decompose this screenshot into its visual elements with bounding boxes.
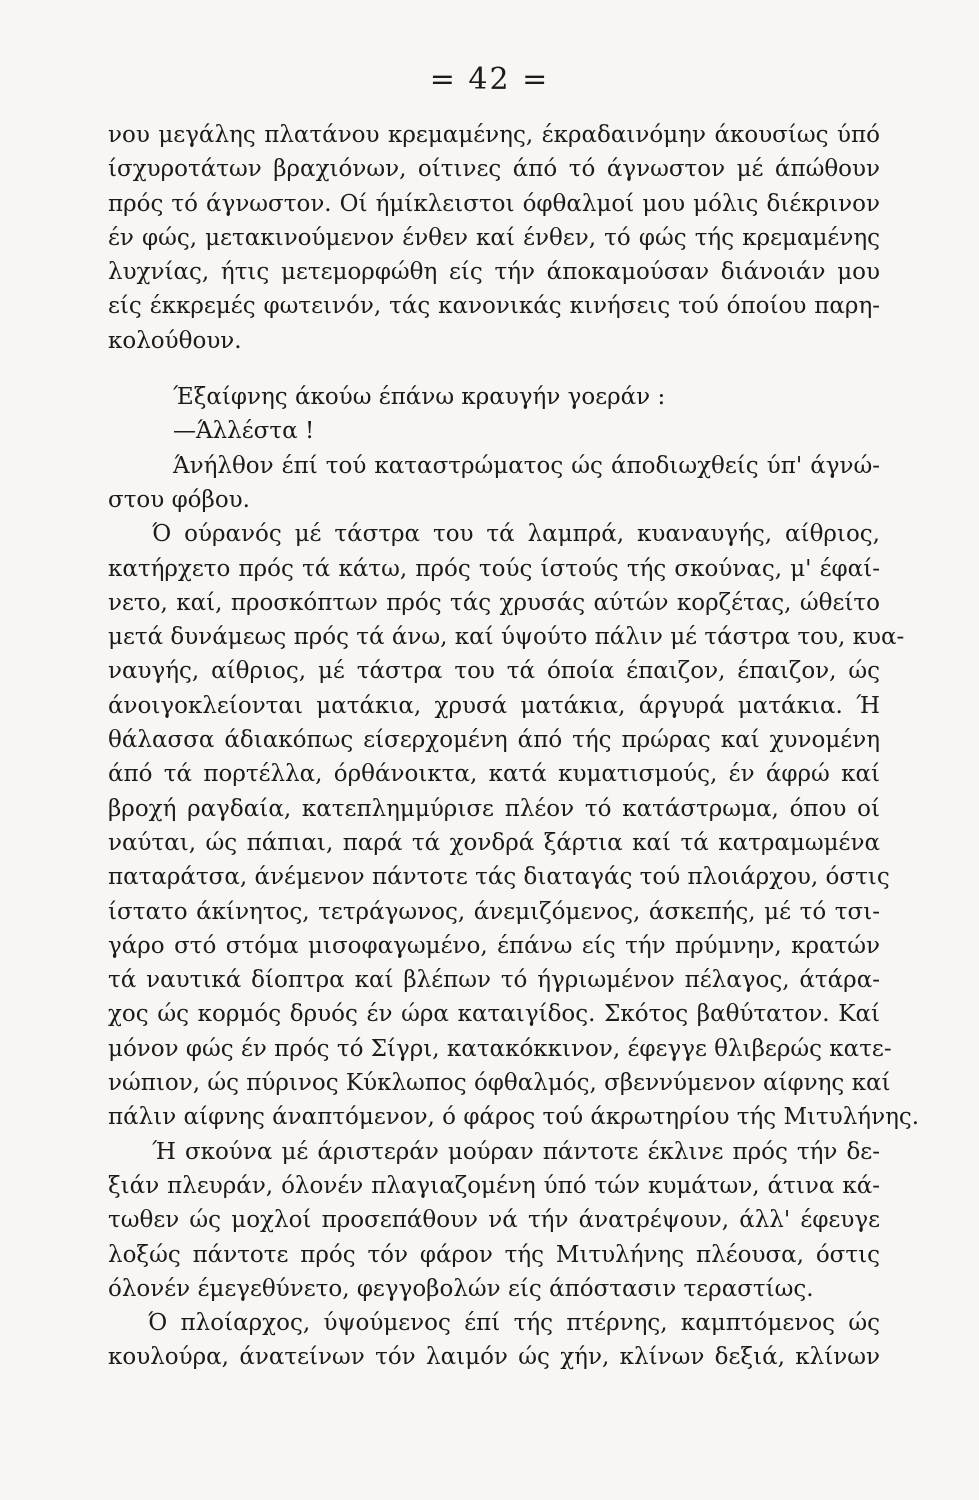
text-line: βροχή ραγδαία, κατεπλημμύρισε πλέον τό κατάστρωμα, όπου οί [108, 795, 880, 822]
text-line: είς έκκρεμές φωτεινόν, τάς κανονικάς κινήσεις τού όποίου παρη- [108, 293, 880, 320]
text-line: κουλούρα, άνατείνων τόν λαιμόν ώς χήν, κλίνων δεξιά, κλίνων [108, 1344, 880, 1371]
body-text [108, 118, 920, 1375]
text-line: ξιάν πλευράν, όλονέν πλαγιαζομένη ύπό τών κυμάτων, άτινα κά- [108, 1172, 880, 1199]
text-line: έν φώς, μετακινούμενον ένθεν καί ένθεν, τό φώς τής κρεμαμένης [108, 224, 880, 251]
text-line: ναυγής, αίθριος, μέ τάστρα του τά όποία έπαιζον, έπαιζον, ώς [108, 658, 880, 685]
text-line: στου φόβου. [108, 486, 250, 513]
dialogue-line: —Άλλέστα ! [173, 418, 315, 445]
text-line: ναύται, ώς πάπιαι, παρά τά χονδρά ξάρτια καί τά κατραμωμένα [108, 829, 880, 856]
text-line: ίστατο άκίνητος, τετράγωνος, άνεμιζόμενος, άσκεπής, μέ τό τσι- [108, 898, 880, 925]
text-line: μόνον φώς έν πρός τό Σίγρι, κατακόκκινον, έφεγγε θλιβερώς κατε- [108, 1035, 892, 1062]
text-line: Έξαίφνης άκούω έπάνω κραυγήν γοεράν : [173, 384, 666, 411]
text-line: Ό πλοίαρχος, ύψούμενος έπί τής πτέρνης, καμπτόμενος ώς [148, 1310, 880, 1337]
text-line: λοξώς πάντοτε πρός τόν φάρον τής Μιτυλήνης πλέουσα, όστις [108, 1241, 880, 1268]
text-line: γάρο στό στόμα μισοφαγωμένο, έπάνω είς τήν πρύμνην, κρατών [108, 932, 880, 959]
text-line: θάλασσα άδιακόπως είσερχομένη άπό τής πρώρας καί χυνομένη [108, 727, 880, 754]
page-number: = 42 = [429, 62, 550, 97]
text-line: άπό τά πορτέλλα, όρθάνοικτα, κατά κυματισμούς, έν άφρώ καί [108, 761, 880, 788]
text-line: παταράτσα, άνέμενον πάντοτε τάς διαταγάς τού πλοιάρχου, όστις [108, 864, 890, 891]
text-line: πρός τό άγνωστον. Οί ήμίκλειστοι όφθαλμοί μου μόλις διέκρινον [108, 190, 880, 217]
text-line: λυχνίας, ήτις μετεμορφώθη είς τήν άποκαμούσαν διάνοιάν μου [108, 259, 880, 286]
text-line: νώπιον, ώς πύρινος Κύκλωπος όφθαλμός, σβεννύμενον αίφνης καί [108, 1070, 891, 1097]
text-line: Ή σκούνα μέ άριστεράν μούραν πάντοτε έκλινε πρός τήν δε- [152, 1138, 880, 1165]
text-line: νου μεγάλης πλατάνου κρεμαμένης, έκραδαινόμην άκουσίως ύπό [108, 122, 880, 148]
text-line: πάλιν αίφνης άναπτόμενον, ό φάρος τού άκρωτηρίου τής Μιτυλήνης. [108, 1104, 920, 1131]
text-line: Άνήλθον έπί τού καταστρώματος ώς άποδιωχθείς ύπ' άγνώ- [173, 452, 880, 479]
text-line: όλονέν έμεγεθύνετο, φεγγοβολών είς άπόστασιν τεραστίως. [108, 1275, 814, 1302]
text-line: Ό ούρανός μέ τάστρα του τά λαμπρά, κυαναυγής, αίθριος, [152, 521, 880, 548]
text-line: κολούθουν. [108, 327, 242, 354]
text-line: τωθεν ώς μοχλοί προσεπάθουν νά τήν άνατρέψουν, άλλ' έφευγε [108, 1207, 880, 1234]
text-line: τά ναυτικά δίοπτρα καί βλέπων τό ήγριωμένον πέλαγος, άτάρα- [108, 967, 880, 994]
text-line: κατήρχετο πρός τά κάτω, πρός τούς ίστούς τής σκούνας, μ' έφαί- [108, 555, 880, 582]
text-line: μετά δυνάμεως πρός τά άνω, καί ύψούτο πάλιν μέ τάστρα του, κυα- [108, 624, 905, 651]
text-line: νετο, καί, προσκόπτων πρός τάς χρυσάς αύτών κορζέτας, ώθείτο [108, 589, 880, 616]
text-line: ίσχυροτάτων βραχιόνων, οίτινες άπό τό άγνωστον μέ άπώθουν [108, 156, 880, 183]
text-line: χος ώς κορμός δρυός έν ώρα καταιγίδος. Σκότος βαθύτατον. Καί [108, 1001, 880, 1028]
text-line: άνοιγοκλείονται ματάκια, χρυσά ματάκια, άργυρά ματάκια. Ή [108, 692, 880, 719]
